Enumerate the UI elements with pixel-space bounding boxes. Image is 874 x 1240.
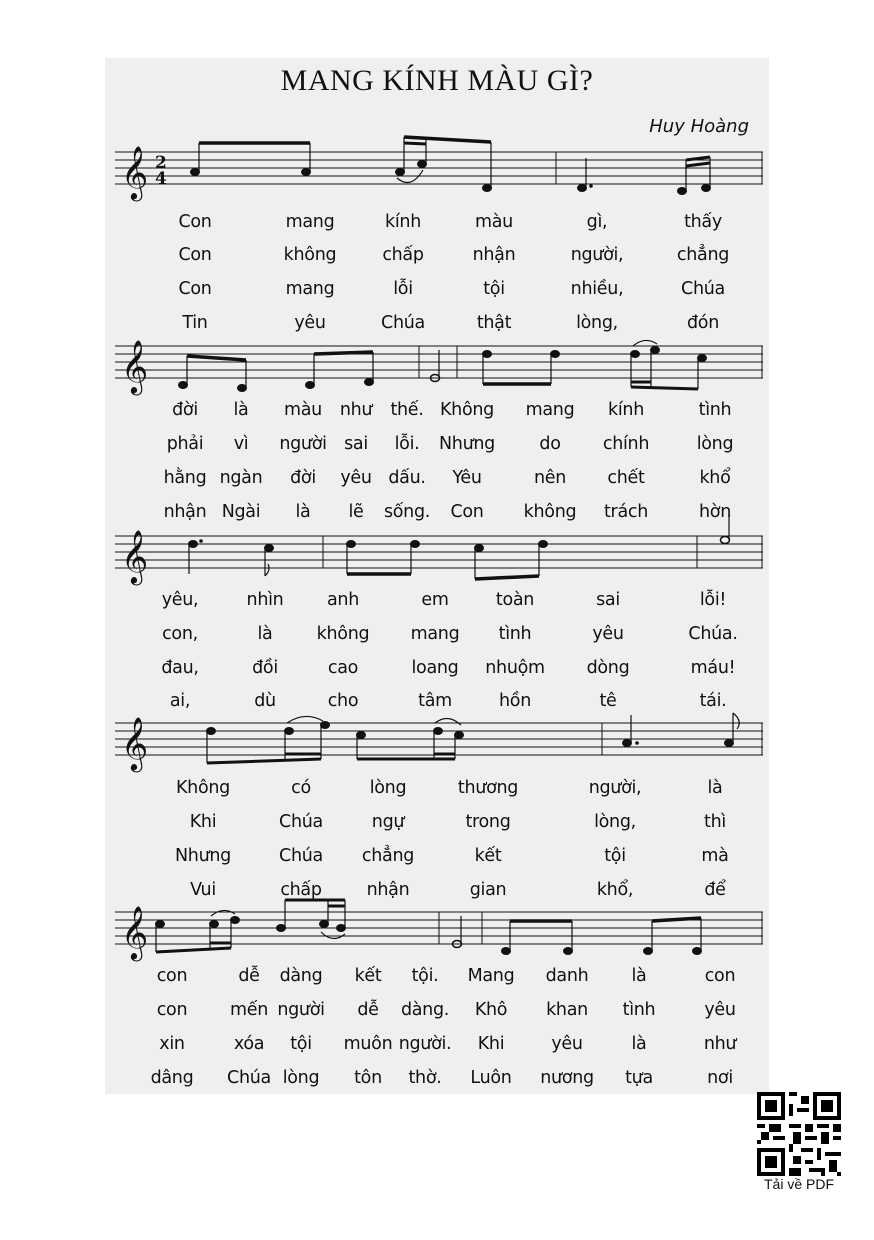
lyric-word: hồn [499, 691, 531, 711]
lyric-row-3-1 [105, 590, 769, 620]
lyric-word: chính [602, 434, 650, 454]
lyric-word: dàng [279, 966, 323, 986]
lyric-word: yêu [592, 624, 624, 644]
lyric-word: tội [290, 1034, 312, 1054]
lyric-word: đời [172, 400, 198, 420]
lyric-word: thế. [390, 400, 424, 420]
staff-notation-4 [115, 709, 763, 771]
lyric-word: có [291, 778, 311, 798]
lyric-word: sai [596, 590, 620, 610]
lyric-word: con [156, 966, 188, 986]
lyric-word: dù [254, 691, 276, 711]
lyric-word: lỗi [393, 279, 413, 299]
lyric-word: đời [290, 468, 316, 488]
svg-text:4: 4 [155, 169, 167, 189]
lyric-word: dễ [238, 966, 260, 986]
lyric-word: chẳng [361, 846, 415, 866]
lyric-word: màu [475, 212, 513, 232]
lyric-word: Yêu [452, 468, 482, 488]
lyric-word: ngàn [219, 468, 263, 488]
lyric-word: tình [698, 400, 732, 420]
lyric-word: tội. [411, 966, 439, 986]
lyric-row-2-1 [105, 400, 769, 430]
lyric-word: hằng [163, 468, 207, 488]
lyric-word: nhuộm [485, 658, 545, 678]
lyric-word: Chúa [279, 812, 323, 832]
lyric-word: yêu [340, 468, 372, 488]
lyric-word: dễ [357, 1000, 379, 1020]
lyric-word: Không [440, 400, 494, 420]
lyric-word: máu! [690, 658, 736, 678]
lyric-row-4-3 [105, 846, 769, 876]
lyric-word: thì [704, 812, 726, 832]
lyric-word: Chúa [279, 846, 323, 866]
lyric-word: Con [178, 245, 212, 265]
composer-name: Huy Hoàng [649, 116, 749, 137]
lyric-word: Chúa. [688, 624, 738, 644]
lyric-row-5-2 [105, 1000, 769, 1030]
lyric-word: đón [686, 313, 720, 333]
lyric-word: lỗi. [394, 434, 420, 454]
lyric-word: con [704, 966, 736, 986]
lyric-word: là [295, 502, 311, 522]
lyric-word: nơi [707, 1068, 733, 1088]
lyric-word: toàn [495, 590, 535, 610]
lyric-word: thấy [684, 212, 722, 232]
lyric-row-1-2 [105, 245, 769, 275]
lyric-word: tôn [354, 1068, 382, 1088]
lyric-word: hờn [699, 502, 731, 522]
lyric-word: cao [327, 658, 359, 678]
lyric-word: để [704, 880, 726, 900]
lyric-word: tê [599, 691, 617, 711]
lyric-word: chết [607, 468, 645, 488]
lyric-word: mà [701, 846, 729, 866]
lyric-word: lỗi! [699, 590, 727, 610]
treble-clef-icon: 𝄞 [121, 339, 149, 393]
lyric-word: đồi [252, 658, 278, 678]
lyric-word: là [233, 400, 249, 420]
lyric-word: con, [162, 624, 198, 644]
lyric-word: nhiều, [570, 279, 624, 299]
lyric-word: người [279, 434, 327, 454]
lyric-word: Ngài [221, 502, 261, 522]
lyric-word: chẳng [676, 245, 730, 265]
lyric-word: đau, [161, 658, 199, 678]
lyric-word: là [631, 1034, 647, 1054]
lyric-row-3-2 [105, 624, 769, 654]
lyric-word: không [316, 624, 370, 644]
lyric-word: người, [588, 778, 642, 798]
lyric-word: dòng [586, 658, 630, 678]
treble-clef-icon: 𝄞 [121, 905, 149, 959]
lyric-word: dàng. [400, 1000, 450, 1020]
lyric-word: Con [450, 502, 484, 522]
lyric-word: Nhưng [175, 846, 231, 866]
lyric-word: con [156, 1000, 188, 1020]
lyric-word: tình [622, 1000, 656, 1020]
lyric-word: yêu [294, 313, 326, 333]
lyric-word: như [703, 1034, 737, 1054]
staff-system-1 [115, 145, 763, 199]
lyric-row-4-2 [105, 812, 769, 842]
lyric-word: nương [540, 1068, 594, 1088]
lyric-word: mang [525, 400, 575, 420]
treble-clef-icon: 𝄞 [121, 529, 149, 583]
lyric-word: gian [469, 880, 507, 900]
lyric-word: phải [166, 434, 204, 454]
lyric-word: kính [385, 212, 421, 232]
lyric-word: Luôn [470, 1068, 512, 1088]
lyric-word: thật [476, 313, 512, 333]
lyric-word: sai [344, 434, 368, 454]
lyric-word: khổ, [596, 880, 634, 900]
lyric-word: là [257, 624, 273, 644]
lyric-word: yêu [551, 1034, 583, 1054]
lyric-row-3-3 [105, 658, 769, 688]
lyric-word: nhận [366, 880, 410, 900]
lyric-word: tâm [418, 691, 452, 711]
lyric-word: lẽ [348, 502, 364, 522]
lyric-row-2-3 [105, 468, 769, 498]
lyric-row-2-2 [105, 434, 769, 464]
lyric-word: lòng, [576, 313, 618, 333]
lyric-word: cho [327, 691, 359, 711]
lyric-word: danh [545, 966, 589, 986]
lyric-word: Chúa [227, 1068, 271, 1088]
lyric-word: yêu [704, 1000, 736, 1020]
lyric-word: mang [285, 279, 335, 299]
download-pdf-link[interactable]: Tải về PDF [763, 1176, 834, 1192]
lyric-word: không [283, 245, 337, 265]
lyric-word: anh [326, 590, 360, 610]
staff-system-3 [115, 529, 763, 583]
lyric-word: Mang [467, 966, 515, 986]
lyric-word: không [523, 502, 577, 522]
lyric-word: kết [354, 966, 382, 986]
lyric-row-5-1 [105, 966, 769, 996]
lyric-word: dâng [150, 1068, 194, 1088]
lyric-word: gì, [586, 212, 608, 232]
lyric-word: thờ. [408, 1068, 442, 1088]
lyric-row-1-3 [105, 279, 769, 309]
lyric-word: dấu. [388, 468, 426, 488]
lyric-word: Tin [182, 313, 208, 333]
lyric-word: là [707, 778, 723, 798]
lyric-word: chấp [280, 880, 322, 900]
lyric-word: Khi [189, 812, 217, 832]
lyric-word: lòng [696, 434, 734, 454]
lyric-word: xóa [233, 1034, 265, 1054]
lyric-word: em [421, 590, 449, 610]
lyric-word: trong [465, 812, 511, 832]
lyric-word: yêu, [161, 590, 199, 610]
lyric-word: khan [546, 1000, 588, 1020]
lyric-row-5-3 [105, 1034, 769, 1064]
lyric-word: nhìn [246, 590, 284, 610]
lyric-word: như [339, 400, 373, 420]
lyric-word: kính [608, 400, 644, 420]
lyric-word: nhận [163, 502, 207, 522]
lyric-word: trách [604, 502, 648, 522]
lyric-word: nên [533, 468, 567, 488]
lyric-word: muôn [343, 1034, 393, 1054]
lyric-word: Chúa [681, 279, 725, 299]
lyric-word: Chúa [381, 313, 425, 333]
lyric-word: lòng [282, 1068, 320, 1088]
staff-notation-1 [115, 138, 763, 200]
svg-text:2: 2 [155, 153, 167, 173]
lyric-word: xin [159, 1034, 185, 1054]
lyric-word: ai, [169, 691, 191, 711]
lyric-word: Con [178, 212, 212, 232]
lyric-word: sống. [383, 502, 431, 522]
treble-clef-icon: 𝄞 [121, 145, 149, 199]
lyric-word: Nhưng [439, 434, 495, 454]
lyric-word: màu [284, 400, 322, 420]
lyric-word: Khô [474, 1000, 508, 1020]
treble-clef-icon: 𝄞 [121, 716, 149, 770]
lyric-word: tựa [625, 1068, 653, 1088]
lyric-word: Vui [190, 880, 216, 900]
lyric-word: người. [398, 1034, 452, 1054]
lyric-word: mang [285, 212, 335, 232]
lyric-word: tình [498, 624, 532, 644]
sheet-music-page [105, 58, 769, 1094]
staff-system-2 [115, 339, 763, 393]
qr-code-icon[interactable] [757, 1092, 841, 1176]
lyric-word: kết [474, 846, 502, 866]
lyric-word: là [631, 966, 647, 986]
lyric-word: tội [483, 279, 505, 299]
lyric-word: lòng, [594, 812, 636, 832]
lyric-word: mến [229, 1000, 269, 1020]
staff-system-5 [115, 905, 763, 959]
lyric-word: người [277, 1000, 325, 1020]
lyric-word: do [539, 434, 561, 454]
lyric-row-1-1 [105, 212, 769, 242]
lyric-word: chấp [382, 245, 424, 265]
lyric-word: vì [233, 434, 249, 454]
song-title: MANG KÍNH MÀU GÌ? [280, 64, 594, 97]
lyric-word: lòng [369, 778, 407, 798]
lyric-row-5-4 [105, 1068, 769, 1098]
staff-notation-2 [115, 332, 763, 394]
lyric-word: khổ [699, 468, 731, 488]
staff-notation-3 [115, 522, 763, 584]
staff-notation-5 [115, 898, 763, 960]
lyric-word: mang [410, 624, 460, 644]
lyric-word: thương [457, 778, 519, 798]
lyric-word: ngự [371, 812, 405, 832]
lyric-word: Con [178, 279, 212, 299]
lyric-row-4-1 [105, 778, 769, 808]
lyric-word: tội [604, 846, 626, 866]
staff-system-4 [115, 716, 763, 770]
lyric-word: người, [570, 245, 624, 265]
lyric-word: Không [176, 778, 230, 798]
lyric-word: nhận [472, 245, 516, 265]
lyric-word: Khi [477, 1034, 505, 1054]
lyric-word: loang [411, 658, 459, 678]
lyric-word: tái. [699, 691, 727, 711]
